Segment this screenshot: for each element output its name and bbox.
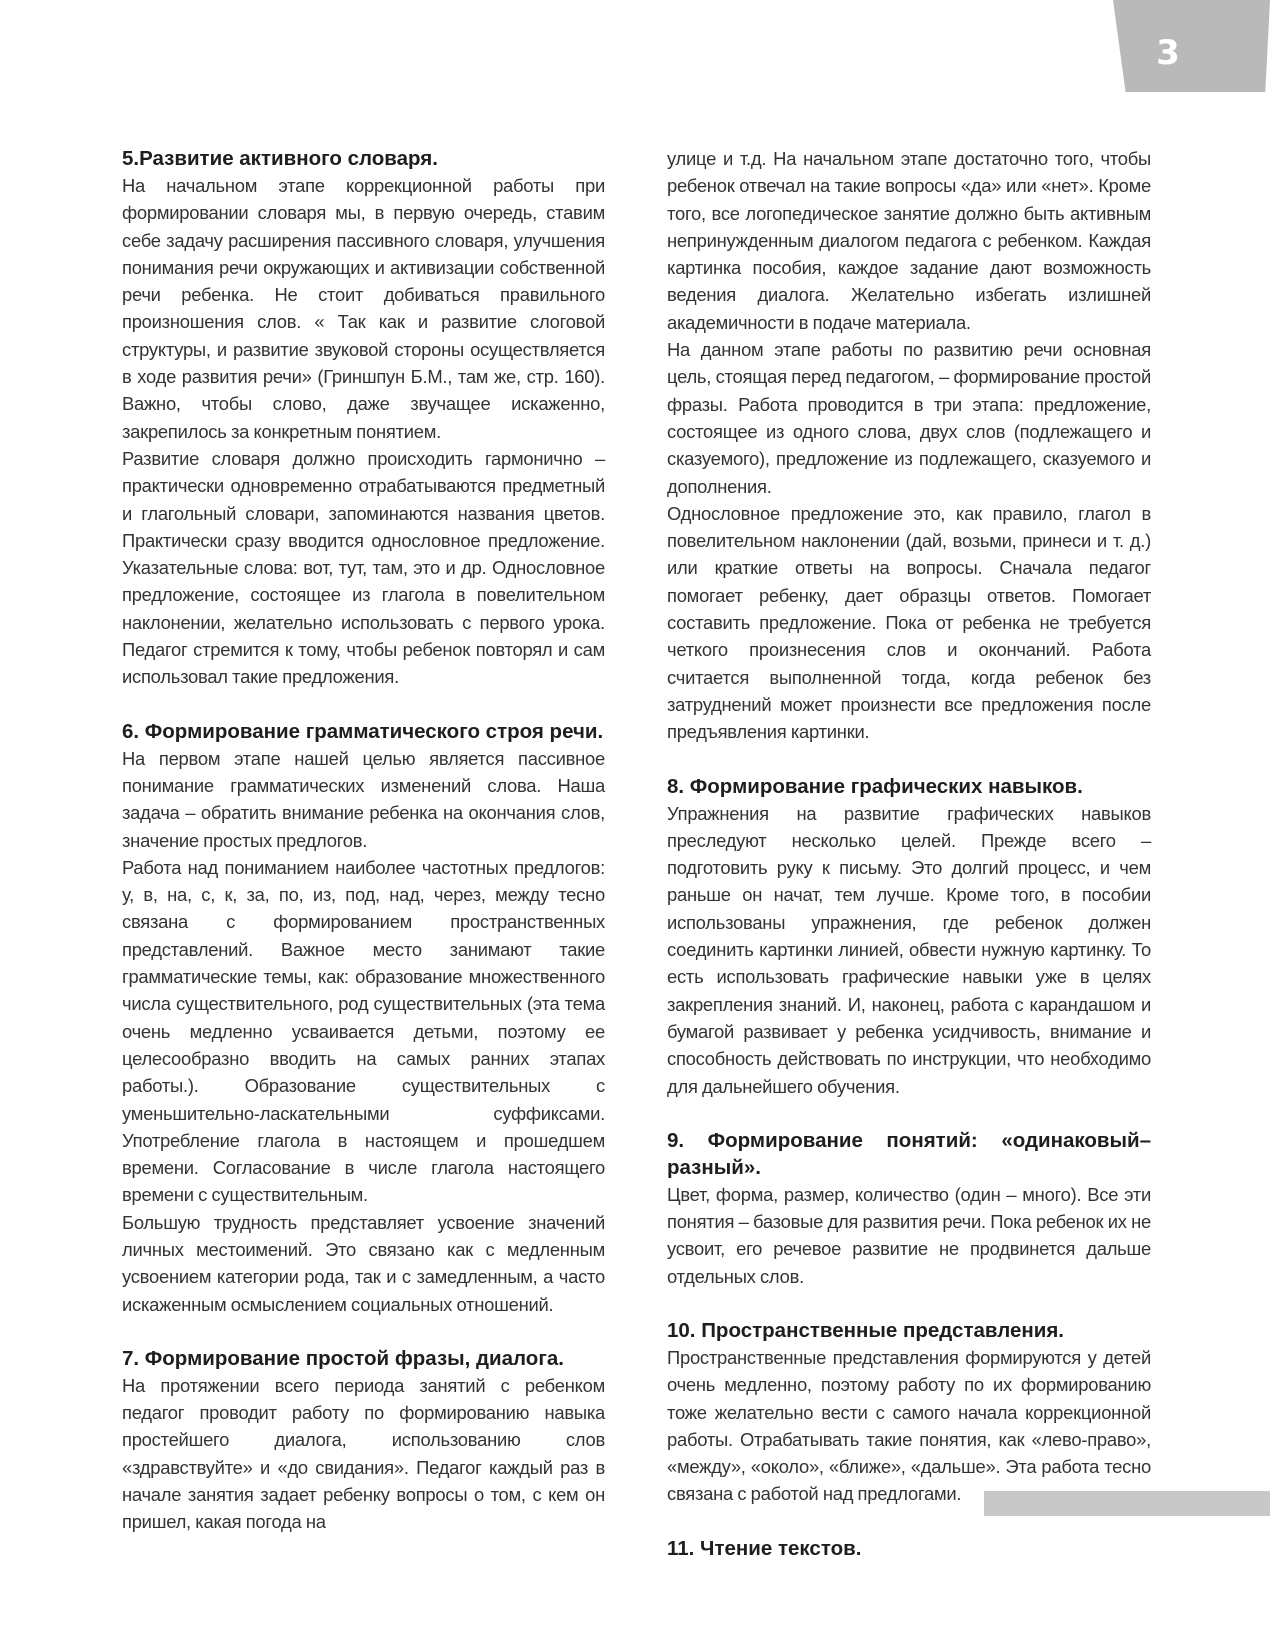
left-column xyxy=(122,145,605,1536)
paragraph: Цвет, форма, размер, количество (один – много). Все эти понятия – базовые для развития речи. Пока ребенок их не усвоит, его речевое развитие не продвинется дальше отдельных слов. xyxy=(667,1183,1151,1287)
section-5 xyxy=(122,145,605,691)
paragraph: улице и т.д. На начальном этапе достаточно того, чтобы ребенок отвечал на такие вопросы «да» или «нет». Кроме того, все логопедическое занятие должно быть активным непринужденным диалогом педагога с ребенком. Каждая картинка пособия, каждое задание дают возможность ведения диалога. Желательно избегать излишней академичности в подаче материала. xyxy=(667,148,1151,333)
paragraph: На начальном этапе коррекционной работы при формировании словаря мы, в первую очередь, ставим себе задачу расширения пассивного словаря, улучшения понимания речи окружающих и активизации собственной речи ребенка. Не стоит добиваться правильного произношения слов. « Так как и развитие слоговой структуры, и развитие звуковой стороны осуществляется в ходе развития речи» (Гриншпун Б.М., там же, стр. 160). Важно, чтобы слово, даже звучащее искаженно, закрепилось за конкретным понятием. xyxy=(122,175,605,442)
section-7-continued xyxy=(667,145,1151,746)
paragraph: На данном этапе работы по развитию речи основная цель, стоящая перед педагогом, – формирование простой фразы. Работа проводится в три этапа: предложение, состоящее из одного слова, двух слов (подлежащего и сказуемого), предложение из подлежащего, сказуемого и дополнения. xyxy=(667,339,1151,497)
section-heading: 9. Формирование понятий: «одинаковый–разный». xyxy=(667,1128,1151,1179)
paragraph: Однословное предложение это, как правило, глагол в повелительном наклонении (дай, возьми, принеси и т. д.) или краткие ответы на вопросы. Сначала педагог помогает ребенку, дает образцы ответов. Помогает составить предложение. Пока от ребенка не требуется четкого произнесения слов и окончаний. Работа считается выполненной тогда, когда ребенок без затруднений может произнести все предложения после предъявления картинки. xyxy=(667,502,1151,743)
paragraph: Большую трудность представляет усвоение значений личных местоимений. Это связано как с медленным усвоением категории рода, так и с замедленным, а часто искаженным осмыслением социальных отношений. xyxy=(122,1211,605,1315)
paragraph: На протяжении всего периода занятий с ребенком педагог проводит работу по формированию навыка простейшего диалога, использованию слов «здравствуйте» и «до свидания». Педагог каждый раз в начале занятия задает ребенку вопросы о том, с кем он пришел, какая погода на xyxy=(122,1374,605,1533)
section-heading: 6. Формирование грамматического строя речи. xyxy=(122,719,604,743)
section-9 xyxy=(667,1127,1151,1290)
section-8 xyxy=(667,773,1151,1100)
section-10 xyxy=(667,1317,1151,1508)
page-number: 3 xyxy=(1156,33,1180,73)
section-11 xyxy=(667,1535,1151,1562)
section-6 xyxy=(122,718,605,1318)
paragraph: Пространственные представления формируются у детей очень медленно, поэтому работу по их формированию тоже желательно вести с самого начала коррекционной работы. Отрабатывать такие понятия, как «лево-право», «между», «около», «ближе», «дальше». Эта работа тесно связана с работой над предлогами. xyxy=(667,1346,1151,1505)
section-7 xyxy=(122,1345,605,1536)
right-column xyxy=(667,145,1151,1562)
paragraph: Развитие словаря должно происходить гармонично – практически одновременно отрабатываются предметный и глагольный словари, запоминаются названия цветов. Практически сразу вводится однословное предложение. Указательные слова: вот, тут, там, это и др. Однословное предложение, состоящее из глагола в повелительном наклонении, желательно использовать с первого урока. Педагог стремится к тому, чтобы ребенок повторял и сам использовал такие предложения. xyxy=(122,447,605,688)
section-heading: 11. Чтение текстов. xyxy=(667,1536,862,1560)
section-heading: 10. Пространственные представления. xyxy=(667,1318,1065,1342)
paragraph: На первом этапе нашей целью является пассивное понимание грамматических изменений слова. Наша задача – обратить внимание ребенка на окончания слов, значение простых предлогов. xyxy=(122,747,605,851)
section-heading: 8. Формирование графических навыков. xyxy=(667,774,1083,798)
section-heading: 5.Развитие активного словаря. xyxy=(122,147,438,170)
paragraph: Упражнения на развитие графических навыков преследуют несколько целей. Прежде всего – подготовить руку к письму. Это долгий процесс, и чем раньше он начат, тем лучше. Кроме того, в пособии использованы упражнения, где ребенок должен соединить картинки линией, обвести нужную картинку. То есть использовать графические навыки уже в целях закрепления знаний. И, наконец, работа с карандашом и бумагой развивает у ребенка усидчивость, внимание и способность действовать по инструкции, что необходимо для дальнейшего обучения. xyxy=(667,802,1151,1097)
decorative-bar xyxy=(984,1491,1270,1516)
section-heading: 7. Формирование простой фразы, диалога. xyxy=(122,1346,564,1370)
paragraph: Работа над пониманием наиболее частотных предлогов: у, в, на, с, к, за, по, из, под, над, через, между тесно связана с формированием пространственных представлений. Важное место занимают такие грамматические темы, как: образование множественного числа существительного, род существительных (эта тема очень медленно усваивается детьми, поэтому ее целесообразно вводить на самых ранних этапах работы.). Образование существительных с уменьшительно-ласкательными суффиксами. Употребление глагола в настоящем и прошедшем времени. Согласование в числе глагола настоящего времени с существительным. xyxy=(122,856,605,1206)
